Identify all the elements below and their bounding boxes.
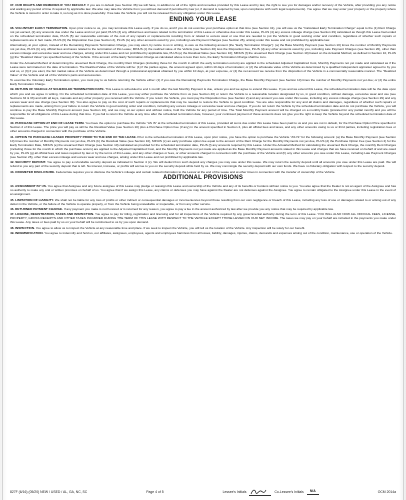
additional-sections xyxy=(10,184,396,235)
section-heading: 43. ODOMETER DISCLOSURE. xyxy=(10,169,56,174)
lease-section xyxy=(10,61,396,77)
lease-section xyxy=(10,78,396,86)
lease-section xyxy=(10,26,396,42)
lease-section xyxy=(10,170,396,174)
section-heading: 39. RETURN OF VEHICLE AT SCHEDULED TERMINATION DATE. xyxy=(10,87,105,92)
section-body: You agree to allow us to inspect the Vehicle at any reasonable time and place. If we seek to inspect the Vehicle, you will tell us the location of the Vehicle. Any inspection will be solely for our benefit. xyxy=(35,225,306,230)
top-sections xyxy=(10,3,396,15)
section-heading: 47. LICENSE, REGISTRATION, TAXES AND INSPECTION. xyxy=(10,212,95,217)
lease-section xyxy=(10,87,396,119)
ending-sections xyxy=(10,26,396,174)
lease-section xyxy=(10,43,396,59)
section-heading: 37. OUR RIGHTS AND REMEDIES IF YOU DEFAULT. xyxy=(10,3,87,7)
section-heading: 49. INDEMNIFICATION. xyxy=(10,231,44,236)
handwritten-initials xyxy=(250,489,270,495)
lease-section xyxy=(10,226,396,230)
lease-section xyxy=(10,135,396,159)
document-code: OCM 2014a xyxy=(377,489,396,494)
section-body: Upon prior notice to us, you may terminate this Lease early. If you do so, and if you do not exercise your purchase option at that time (see Section 41), you will owe us the "Calculated Early Termination Charge" equal to the (1) Rent Charge not yet earned, (2) any amounts due under the Lease and not yet paid; PLUS (3) any official fees and taxes related to the termination of this Lease or otherwise due under this Lease, PLUS (4) any excess mileage charge (see Section 29) calculated as though this Lease had ended on the scheduled termination date, PLUS (5) our reasonable estimate of the cost of any repairs or replacements resulting from or related to excess wear or use that are needed to put the Vehicle in good working order and condition, regardless of whether such repairs or replacements are in fact made, PLUS (6) the Disposition Fee (see Section 2), PLUS (iv) any other amounts owed by you, including Late Payment Charges (see Section 26), arising under this Lease and not prohibited by applicable law. xyxy=(10,25,396,42)
scan-edge-left xyxy=(2,0,3,500)
section-heading: 41. OPTION TO PURCHASE LEASED PROPERTY PRIOR TO THE END OF THE LEASE. xyxy=(10,134,137,139)
form-code: 827F (6/16) (05/20) NEW / USED / AL, GA, NC, SC xyxy=(10,489,88,494)
section-body: You agree to pay for titling, registration and licensing and for all inspections of the Vehicle required by any governmental authority during the term of this Lease. YOU WILL ALSO NOW ALL OFFICIAL FEES, LICENSE, PROPERTY, GROSS RECEIPTS AND OTHER TAXES INCURRED DURING THE TERM OF THIS LEASE WITH RESPECT TO THE VEHICLE EXCEPT THOSE LEVIED ON OUR NET INCOME. The taxes we may pay on your behalf are included in the payments you make under this Lease. Any taxes or fees paid by us on your behalf will be reimbursed to us by you upon demand. xyxy=(10,212,397,225)
section-body: To exercise the Voluntary Early Termination option, you must pay to us before returning the Vehicle either: (1) if you owe the Remaining Payments Termination Charge, the Base Monthly Payment (see Section 10) times the number of Monthly Payments not yet due; or (2) the entire Early Termination Charge. xyxy=(10,78,396,87)
colessee-initials-field[interactable]: N/A xyxy=(307,489,319,494)
lease-section xyxy=(10,231,396,235)
lease-section xyxy=(10,207,396,211)
page-number: Page 4 of 5 xyxy=(146,489,164,494)
initials-block xyxy=(223,489,319,496)
section-body: If any payment you make is not honored or is returned for any reason, you agree to pay a fee in the amount authorized by law after we provide you any notice that may be required by applicable law. xyxy=(63,206,334,211)
section-body: This Lease is scheduled to end 1 month after the last Monthly Payment is due, unless you and we agree to extend this Lease. If you and we extend this Lease, the scheduled termination date will be the date upon which you and we agree in writing. On the scheduled termination date of this Lease, you may either purchase the Vehicle from us (see Section 40) or return the Vehicle to a reasonable location designated by us, in good condition, without damage, excessive wear and use (see Sections 32 & 33) and with all keys, manuals and any other property you received with the Vehicle. If you return the Vehicle, you must pay the Disposition Fee (see Section 2) and any amount you owe under this Lease, including any excess mileage charge (see Section 29) and any excess wear and use charge (see Section 30). You also agree to pay us the cost of such repairs or replacements that may be needed to restore the Vehicle to good condition. You are also responsible for any and all claims and damages, regardless of whether such repairs or replacements are made, arising from your failure to return the Vehicle in good working order and condition, including any excess mileage or excessive wear and use charges. If you do not return the Vehicle by the scheduled termination date and do not purchase the Vehicle, you will continue to pay the Base Monthly Payment amount (see Section 10), and we may, at our option and without notice, hold the Vehicle for any period of time. The Total Monthly Payment amount will be charged on a monthly basis (prorated for any partial month) and you will be responsible for all obligations of this Lease during that time. If you fail to return the Vehicle at any time after the scheduled termination date, however, your continued payment of these amounts does not give you the right to keep the Vehicle beyond the scheduled termination date of this Lease. xyxy=(10,87,397,120)
section-body: You agree to indemnify and hold us, our affiliates, assignees, employees, agents and employees harmless from all losses, liability, damages, injuries, claims, demands and expenses arising out of the condition, maintenance, use or operation of the Vehicle. xyxy=(44,231,393,236)
section-heading: 42. SECURITY DEPOSIT. xyxy=(10,160,47,165)
lease-section xyxy=(10,212,396,224)
section-heading: 38. VOLUNTARY EARLY TERMINATION. xyxy=(10,25,69,30)
scan-edge-right xyxy=(403,0,404,500)
page-footer xyxy=(10,487,396,497)
section-heading: 45. LIMITATION OF LIABILITY. xyxy=(10,197,54,202)
section-body: You agree to pay a refundable security deposit as indicated in Section 4 (c). We will deduct from such deposit any charges you may owe under this Lease. We may return the security deposit until all amounts you owe under this Lease are paid. We will refund to you any part of the security deposit that is left. No interest, increase, or profits will accrue to you on the security deposit while held by us. We may commingle the security deposit with our own funds. We have no fiduciary obligation with respect to the security deposit. xyxy=(10,160,397,169)
lease-section xyxy=(10,198,396,206)
lease-section xyxy=(10,121,396,133)
section-body: Alternatively, at your option, instead of the Remaining Payments Termination Charge, you may elect, by notice to us in writing, to owe us the following amount (the "Early Termination Charge"): (a) the Base Monthly Payment (see Section 10) times the number of Monthly Payments not yet due, PLUS (b) any official fees and taxes related to the termination of this Lease; MINUS (c) the realized value of the Vehicle (see Section 40) less the Disposition Fee, PLUS (d) any other amounts owed by you, including Late Payment Charges (see Section 26), other than excess mileage and excessive wear and use charges, arising under this Lease and not prohibited by applicable law, PLUS (e) the Residual Value (see Section 10); MINUS (f) the unearned Rent Charge (see Section 10) based on the Actuarial Method, as defined in Section 10, PLUS (g) the "Realized Value" (as specified below) of the Vehicle. If the amount of the Early Termination Charge as calculated above is less than zero, the Early Termination Charge shall be zero. xyxy=(10,43,396,60)
section-body: We shall not be liable for any loss of profits or other indirect or consequential damages or inconveniences beyond those resulting from our own negligence or breach of this Lease, including any loss of use or damages related to or arising out of any defect in the Vehicle, or the failure of the Vehicle to operate properly, or from the Vehicle being unavailable or inoperable, or from any other service. xyxy=(10,197,396,206)
section-body: You have the option to purchase the Vehicle "AS IS" at the scheduled termination of this Lease, provided all sums due under this Lease have been paid to us and you are not in default, for the Purchase Option Price specified in Section 2 of this Lease. The price you will pay us will be the Residual Value (see Section 10) plus a Purchase Option Fee (if any) in the amount specified in Section 2, plus all official fees and taxes, and any other amounts owing to us or third parties, including registration fees or other amounts charged in connection with the purchase of the Vehicle. xyxy=(10,121,397,134)
section-body: Federal law requires you to disclose the Vehicle's mileage and certain related information to the Lessor at the end of the Lease and at other times in connection with the transfer of ownership of the Vehicle. xyxy=(55,169,336,174)
lessee-initials-label: Lessee's Initials xyxy=(222,489,247,494)
section-body: Under the Actuarial Method of determining the unearned Rent Charge, the monthly Rent Charges (including those for the month in which the early termination occurs) are applied to the scheduled Adjusted Capitalized Cost, Monthly Payments not yet made and calculated as if the Lease were terminated on the date of termination. The Realized Value of the Vehicle will be: (1) if the parties agree, the amount agreed upon, within 10 days of termination; or (2) the wholesale value of the Vehicle as determined by a qualified independent appraiser agreed to by you and us, or (3) if you elect, the fair market value of the Vehicle as determined through a professional appraisal obtained by you within 10 days, at your expense, or (4) the net amount we receive from the disposition of the Vehicle in a commercially reasonable manner. The "Realized Value" of the Vehicle and all of the Vehicle's parts and accessories. xyxy=(10,60,396,77)
section-body: Prior to the scheduled termination of this Lease, upon prior notice, you have the option to purchase the Vehicle "AS IS" for the following amount: (a) the Base Monthly Payment (see Section 10) times the number of Monthly Payments not yet due, PLUS (b) the Residual Value (see Section 10), MINUS (c) an early purchase option fee equal to the amount of the Rent Charge for the Monthly Payments not yet due, PLUS (d) the Purchase Option Fee (see Section 2) for the Early Termination Date, MINUS (e) the unearned Rent Charge (see Section 10) calculated as provided for the scheduled termination date, PLUS (f) any amounts required by this Lease. Under the Actuarial Method for calculating the unearned Rent Charge, the monthly Rent Charges (including those for the month in which the purchase occurs) are applied to the Adjusted Capitalized Cost, and the Monthly Payments not yet made are applied as the Base Monthly Payment amounts stated in this Lease and charges that we have received on behalf of and are owed by you, PLUS (g) all official fees and taxes required by law or by the terms of this Lease, and any other charges or fees, or other amounts charged in connection with the purchase of the Vehicle and (h) any other amounts you owe under this Lease, including Late Payment Charges (see Section 26), other than excess mileage and excess wear and use charges, arising under this Lease and not prohibited by applicable law. xyxy=(10,134,396,159)
section-body: You agree that Assignee and any future assignee of this Lease may pledge or reassign this Lease and ownership of the Vehicle and any of its benefits or burdens without notice to you. You also agree that the Dealer is not an agent of the Assignee and has no authority to make any oral or written promises on behalf of us. You agree that if we assign this Lease, any claims or defenses you may have against the Dealer are not defenses against the Assignee. You agree to remain obligated to the Assignee under this Lease in the event of an assignment. xyxy=(10,184,396,197)
section-body: If you are in default (see Section 36) we will have, in addition to all of the rights and remedies provided by this Lease and by law, the right to sue you for damages and/or recovery of the Vehicle, after providing you any notice and waiting any period of time if required by applicable law. We also may take the Vehicle from you without demand if permitted by law (or, if demand is required by law, upon compliance with such legal requirements). You agree that we may enter your property or the property where the Vehicle is stored in order to take it, so long as it is done peacefully. If we take the Vehicle you will not be released from any obligation under this Lease. xyxy=(10,3,396,16)
colessee-initials-label: Co-Lessee's Initials xyxy=(274,489,304,494)
lease-section xyxy=(10,160,396,168)
section-heading: 44. ASSIGNMENT BY US. xyxy=(10,184,47,189)
additional-provisions-heading: ADDITIONAL PROVISIONS xyxy=(162,175,244,182)
ending-lease-heading: ENDING YOUR LEASE xyxy=(169,16,237,23)
section-heading: 40. PURCHASE OPTION AT END OF LEASE TERM. xyxy=(10,121,85,126)
lease-section xyxy=(10,184,396,196)
section-heading: 46. RETURNED PAYMENT CHARGE. xyxy=(10,206,63,211)
lessee-initials-field[interactable] xyxy=(249,489,271,496)
section-heading: 48. INSPECTION. xyxy=(10,225,35,230)
lease-section xyxy=(10,3,396,15)
